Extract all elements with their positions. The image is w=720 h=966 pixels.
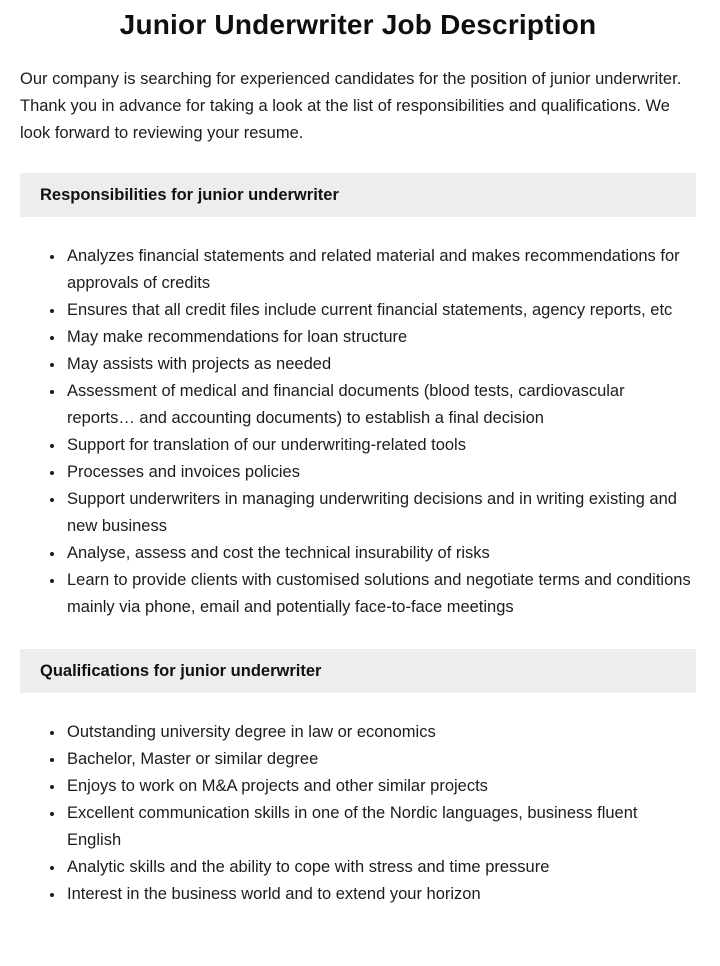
qualifications-list — [20, 719, 696, 908]
responsibilities-list — [20, 243, 696, 621]
intro-paragraph: Our company is searching for experienced candidates for the position of junior underwriter. Thank you in advance for taking a look at the list of responsibilities and qualifications. We look forward to reviewing your resume. — [20, 70, 682, 142]
responsibilities-section-heading: Responsibilities for junior underwriter — [20, 173, 696, 217]
responsibility-list-item: • Assessment of medical and financial documents (blood tests, cardiovascular reports… and accounting documents) to establish a final decision — [65, 378, 696, 432]
section-qualifications — [20, 649, 696, 908]
responsibility-list-item: • Ensures that all credit files include current financial statements, agency reports, etc — [65, 297, 696, 324]
qualification-list-item: • Enjoys to work on M&A projects and other similar projects — [65, 773, 696, 800]
responsibility-list-item: • Analyzes financial statements and related material and makes recommendations for approvals of credits — [65, 243, 696, 297]
responsibility-list-item: • Processes and invoices policies — [65, 459, 696, 486]
qualification-list-item: • Bachelor, Master or similar degree — [65, 746, 696, 773]
page-title: Junior Underwriter Job Description — [119, 9, 597, 40]
responsibility-list-item: • May make recommendations for loan structure — [65, 324, 696, 351]
responsibility-list-item: • May assists with projects as needed — [65, 351, 696, 378]
qualifications-section-heading: Qualifications for junior underwriter — [20, 649, 696, 693]
responsibility-list-item: • Support underwriters in managing underwriting decisions and in writing existing and new business — [65, 486, 696, 540]
job-description-page — [0, 9, 720, 966]
qualification-list-item: • Interest in the business world and to extend your horizon — [65, 881, 696, 908]
qualification-list-item: • Outstanding university degree in law or economics — [65, 719, 696, 746]
qualification-list-item: • Excellent communication skills in one of the Nordic languages, business fluent English — [65, 800, 696, 854]
responsibility-list-item: • Learn to provide clients with customised solutions and negotiate terms and conditions mainly via phone, email and potentially face-to-face meetings — [65, 567, 696, 621]
section-responsibilities — [20, 173, 696, 621]
responsibility-list-item: • Support for translation of our underwriting-related tools — [65, 432, 696, 459]
qualification-list-item: • Analytic skills and the ability to cope with stress and time pressure — [65, 854, 696, 881]
responsibility-list-item: • Analyse, assess and cost the technical insurability of risks — [65, 540, 696, 567]
